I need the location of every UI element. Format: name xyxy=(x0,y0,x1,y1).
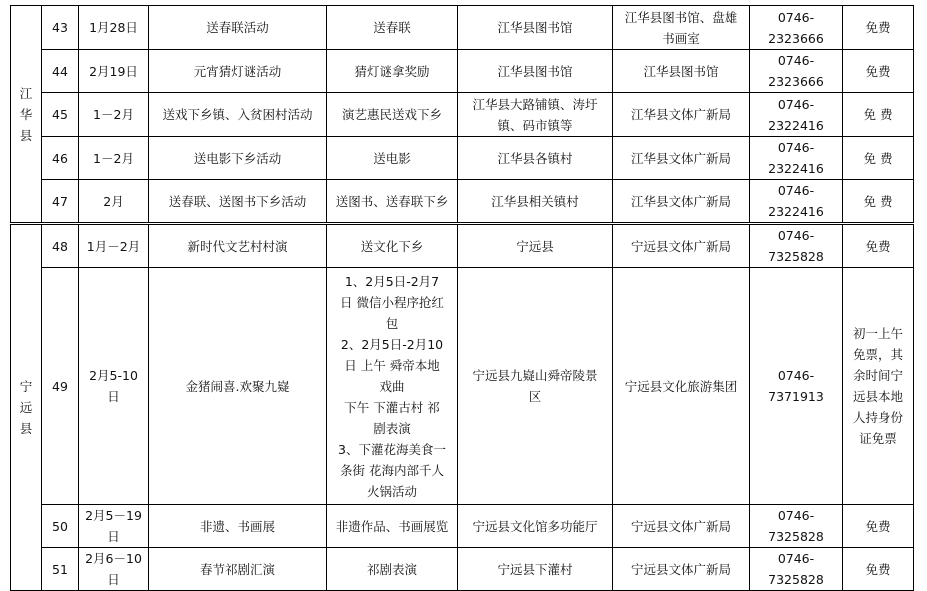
table-row xyxy=(11,50,914,93)
event-phone: 0746-7325828 xyxy=(750,548,843,591)
event-organizer: 江华县文体广新局 xyxy=(613,180,750,224)
table-row xyxy=(11,180,914,224)
event-name: 送春联活动 xyxy=(149,6,327,50)
row-number: 43 xyxy=(42,6,79,50)
event-fee: 初一上午 免票，其 余时间宁 远县本地 人持身份 证免票 xyxy=(843,268,914,505)
row-number: 47 xyxy=(42,180,79,224)
event-content: 非遗作品、书画展览 xyxy=(327,505,458,548)
event-organizer: 宁远县文体广新局 xyxy=(613,505,750,548)
event-date: 2月5-10 日 xyxy=(79,268,149,505)
event-name: 元宵猜灯谜活动 xyxy=(149,50,327,93)
event-fee: 免费 xyxy=(843,505,914,548)
event-phone: 0746-2322416 xyxy=(750,93,843,137)
event-name: 新时代文艺村村演 xyxy=(149,224,327,268)
row-number: 49 xyxy=(42,268,79,505)
row-number: 46 xyxy=(42,137,79,180)
events-table xyxy=(10,5,914,591)
event-date: 2月6－10 日 xyxy=(79,548,149,591)
event-date: 1－2月 xyxy=(79,93,149,137)
event-fee: 免费 xyxy=(843,50,914,93)
event-date: 1－2月 xyxy=(79,137,149,180)
row-number: 50 xyxy=(42,505,79,548)
event-name: 春节祁剧汇演 xyxy=(149,548,327,591)
event-place: 江华县图书馆 xyxy=(458,6,613,50)
event-content: 送图书、送春联下乡 xyxy=(327,180,458,224)
event-content: 猜灯谜拿奖励 xyxy=(327,50,458,93)
table-row xyxy=(11,6,914,50)
event-date: 2月5－19 日 xyxy=(79,505,149,548)
event-content: 送文化下乡 xyxy=(327,224,458,268)
event-date: 1月－2月 xyxy=(79,224,149,268)
event-fee: 免 费 xyxy=(843,180,914,224)
event-name: 送电影下乡活动 xyxy=(149,137,327,180)
event-place: 宁远县 xyxy=(458,224,613,268)
table-row xyxy=(11,548,914,591)
event-phone: 0746-2323666 xyxy=(750,6,843,50)
row-number: 45 xyxy=(42,93,79,137)
event-fee: 免费 xyxy=(843,224,914,268)
event-organizer: 宁远县文化旅游集团 xyxy=(613,268,750,505)
event-fee: 免费 xyxy=(843,548,914,591)
event-place: 江华县相关镇村 xyxy=(458,180,613,224)
event-phone: 0746-2322416 xyxy=(750,137,843,180)
table-row xyxy=(11,137,914,180)
event-phone: 0746-7325828 xyxy=(750,224,843,268)
event-organizer: 宁远县文体广新局 xyxy=(613,224,750,268)
event-name: 送戏下乡镇、入贫困村活动 xyxy=(149,93,327,137)
county-cell: 江华县 xyxy=(11,6,42,224)
event-place: 宁远县下灌村 xyxy=(458,548,613,591)
event-organizer: 江华县图书馆、盘雄 书画室 xyxy=(613,6,750,50)
event-content: 送春联 xyxy=(327,6,458,50)
event-name: 金猪闹喜.欢聚九嶷 xyxy=(149,268,327,505)
event-organizer: 江华县文体广新局 xyxy=(613,137,750,180)
event-name: 送春联、送图书下乡活动 xyxy=(149,180,327,224)
event-content: 演艺惠民送戏下乡 xyxy=(327,93,458,137)
event-place: 江华县大路铺镇、涛圩 镇、码市镇等 xyxy=(458,93,613,137)
event-fee: 免费 xyxy=(843,6,914,50)
event-place: 宁远县文化馆多功能厅 xyxy=(458,505,613,548)
event-organizer: 宁远县文体广新局 xyxy=(613,548,750,591)
row-number: 51 xyxy=(42,548,79,591)
event-phone: 0746-7325828 xyxy=(750,505,843,548)
event-phone: 0746-2322416 xyxy=(750,180,843,224)
event-content: 祁剧表演 xyxy=(327,548,458,591)
event-content: 1、2月5日-2月7 日 微信小程序抢红 包 2、2月5日-2月10 日 上午 舜帝本地 戏曲 下午 下灌古村 祁 剧表演 3、下灌花海美食一 条街 花海内部千人 火锅活动 xyxy=(327,268,458,505)
event-place: 江华县各镇村 xyxy=(458,137,613,180)
event-date: 2月19日 xyxy=(79,50,149,93)
table-row xyxy=(11,224,914,268)
county-cell: 宁远县 xyxy=(11,224,42,591)
event-fee: 免 费 xyxy=(843,93,914,137)
row-number: 48 xyxy=(42,224,79,268)
event-date: 2月 xyxy=(79,180,149,224)
event-phone: 0746-7371913 xyxy=(750,268,843,505)
table-row xyxy=(11,505,914,548)
event-place: 宁远县九嶷山舜帝陵景 区 xyxy=(458,268,613,505)
event-fee: 免 费 xyxy=(843,137,914,180)
event-phone: 0746-2323666 xyxy=(750,50,843,93)
table-row xyxy=(11,268,914,505)
event-place: 江华县图书馆 xyxy=(458,50,613,93)
event-organizer: 江华县图书馆 xyxy=(613,50,750,93)
event-name: 非遗、书画展 xyxy=(149,505,327,548)
event-organizer: 江华县文体广新局 xyxy=(613,93,750,137)
row-number: 44 xyxy=(42,50,79,93)
table-row xyxy=(11,93,914,137)
event-date: 1月28日 xyxy=(79,6,149,50)
event-content: 送电影 xyxy=(327,137,458,180)
